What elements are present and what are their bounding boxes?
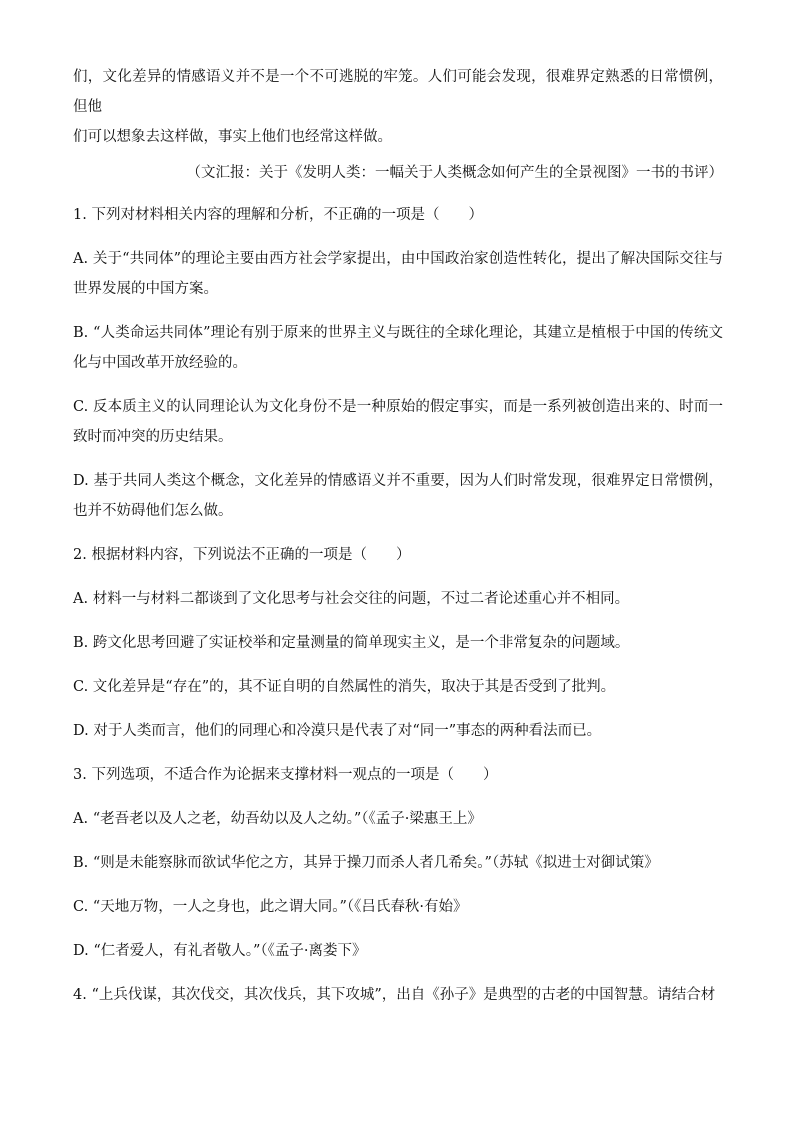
question-3-option-d: D. “仁者爱人，有礼者敬人。”（《孟子·离娄下》 — [73, 943, 367, 959]
question-3-option-b: B. “则是未能察脉而欲试华佗之方，其异于操刀而杀人者几希矣。”（苏轼《拟进士对御试策》 — [73, 855, 659, 871]
intro-line-1: 们，文化差异的情感语义并不是一个不可逃脱的牢笼。人们可能会发现，很难界定熟悉的日常惯例，但他 — [73, 69, 723, 115]
question-2-option-c: C. 文化差异是“存在”的，其不证自明的自然属性的消失，取决于其是否受到了批判。 — [73, 679, 616, 695]
question-2-option-d: D. 对于人类而言，他们的同理心和冷漠只是代表了对“同一”事态的两种看法而已。 — [73, 723, 602, 739]
question-1-option-d: D. 基于共同人类这个概念，文化差异的情感语义并不重要，因为人们时常发现，很难界定日常惯例，也并不妨碍他们怎么做。 — [73, 473, 723, 519]
question-2-option-b: B. 跨文化思考回避了实证校举和定量测量的简单现实主义，是一个非常复杂的问题域。 — [73, 635, 630, 651]
question-3-stem: 3. 下列选项，不适合作为论据来支撑材料一观点的一项是（ ） — [73, 767, 498, 783]
question-4-stem: 4. “上兵伐谋，其次伐交，其次伐兵，其下攻城”，出自《孙子》是典型的古老的中国智慧。请结合材 — [73, 987, 716, 1003]
question-1-option-a: A. 关于“共同体”的理论主要由西方社会学家提出，由中国政治家创造性转化，提出了解决国际交往与世界发展的中国方案。 — [73, 251, 723, 297]
source-citation: （文汇报：关于《发明人类：一幅关于人类概念如何产生的全景视图》一书的书评） — [186, 165, 723, 181]
document-page — [73, 62, 723, 1010]
intro-line-2: 们可以想象去这样做，事实上他们也经常这样做。 — [73, 129, 392, 145]
question-3-option-a: A. “老吾老以及人之老，幼吾幼以及人之幼。”（《孟子·梁惠王上》 — [73, 811, 482, 827]
question-1-stem: 1. 下列对材料相关内容的理解和分析，不正确的一项是（ ） — [73, 207, 483, 223]
question-1-option-b: B. “人类命运共同体”理论有别于原来的世界主义与既往的全球化理论，其建立是植根于中国的传统文化与中国改革开放经验的。 — [73, 325, 723, 371]
question-2-option-a: A. 材料一与材料二都谈到了文化思考与社会交往的问题，不过二者论述重心并不相同。 — [73, 591, 630, 607]
question-2-stem: 2. 根据材料内容，下列说法不正确的一项是（ ） — [73, 547, 411, 563]
question-3-option-c: C. “天地万物，一人之身也，此之谓大同。”（《吕氏春秋·有始》 — [73, 899, 468, 915]
intro-paragraph — [73, 62, 723, 152]
question-1-option-c: C. 反本质主义的认同理论认为文化身份不是一种原始的假定事实，而是一系列被创造出来的、时而一致时而冲突的历史结果。 — [73, 399, 723, 445]
